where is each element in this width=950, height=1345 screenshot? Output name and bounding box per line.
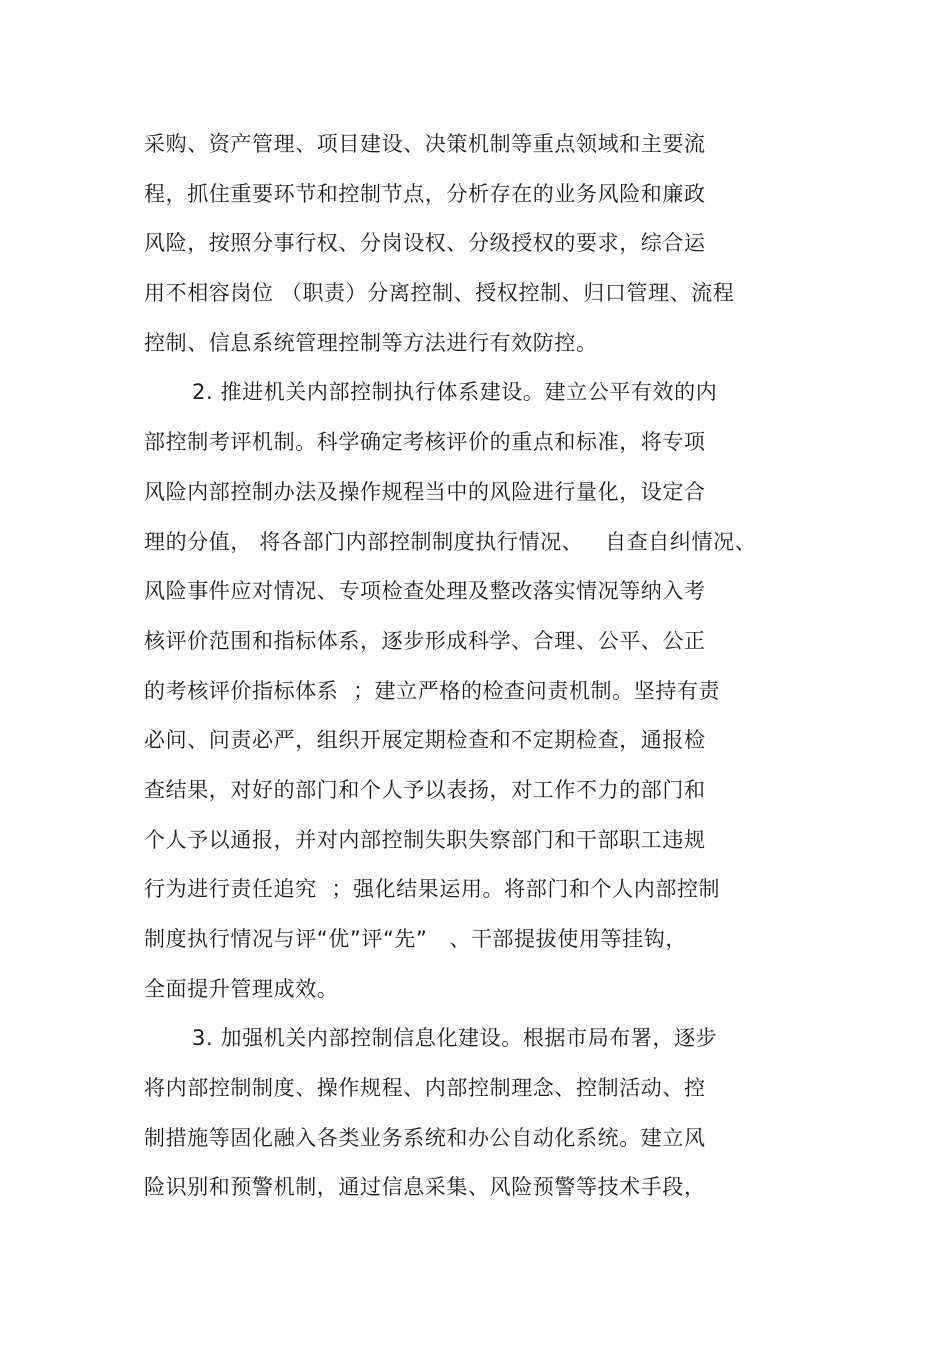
text-line: 理的分值， 将各部门内部控制制度执行情况、 自查自纠情况、 [144,529,757,554]
body-text [144,120,844,1213]
text-line: 将内部控制制度、操作规程、内部控制理念、控制活动、控 [144,1076,706,1101]
text-line: 用不相容岗位 （职责）分离控制、授权控制、归口管理、流程 [144,281,735,306]
text-line: 险识别和预警机制，通过信息采集、风险预警等技术手段， [144,1175,706,1200]
paragraph-2-first-line: 2. 推进机关内部控制执行体系建设。建立公平有效的内 [192,380,718,405]
text-line: 查结果，对好的部门和个人予以表扬，对工作不力的部门和 [144,777,706,802]
text-line: 的考核评价指标体系 ；建立严格的检查问责机制。坚持有责 [144,678,721,703]
text-line: 风险内部控制办法及操作规程当中的风险进行量化，设定合 [144,479,706,504]
text-line: 必问、问责必严，组织开展定期检查和不定期检查，通报检 [144,728,706,753]
text-line: 制措施等固化融入各类业务系统和办公自动化系统。建立风 [144,1125,706,1150]
text-line: 程，抓住重要环节和控制节点，分析存在的业务风险和廉政 [144,181,706,206]
text-line: 核评价范围和指标体系，逐步形成科学、合理、公平、公正 [144,628,706,653]
text-line: 个人予以通报，并对内部控制失职失察部门和干部职工违规 [144,827,706,852]
text-line: 全面提升管理成效。 [144,976,339,1001]
text-line: 行为进行责任追究 ；强化结果运用。将部门和个人内部控制 [144,877,721,902]
paragraph-3-first-line: 3. 加强机关内部控制信息化建设。根据市局布署，逐步 [192,1026,718,1051]
text-line: 风险事件应对情况、专项检查处理及整改落实情况等纳入考 [144,579,706,604]
text-line: 采购、资产管理、项目建设、决策机制等重点领域和主要流 [144,132,706,156]
text-line: 风险，按照分事行权、分岗设权、分级授权的要求，综合运 [144,231,706,256]
text-line: 制度执行情况与评“优”评“先” 、干部提拔使用等挂钩， [144,927,687,951]
text-line: 部控制考评机制。科学确定考核评价的重点和标准，将专项 [144,430,706,455]
text-line: 控制、信息系统管理控制等方法进行有效防控。 [144,330,598,355]
